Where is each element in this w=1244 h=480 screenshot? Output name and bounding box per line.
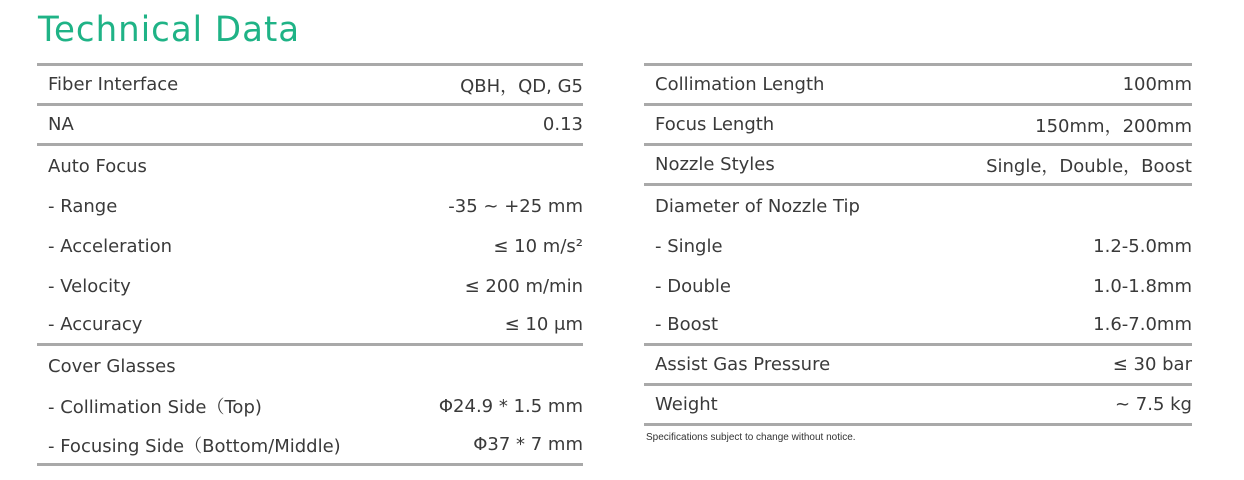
table-row [644, 106, 1192, 146]
row-value: 150mm，200mm [1035, 115, 1192, 137]
row-value: 1.6-7.0mm [1093, 314, 1192, 335]
row-value: ≤ 10 m/s² [493, 235, 583, 257]
row-label: Collimation Length [655, 74, 825, 95]
row-label: Weight [655, 394, 718, 415]
footnote: Specifications subject to change without notice. [646, 432, 856, 443]
row-label: - Focusing Side（Bottom/Middle) [48, 435, 341, 457]
row-value: Single，Double，Boost [986, 155, 1192, 177]
row-label: - Double [655, 275, 731, 297]
row-label: - Boost [655, 314, 719, 335]
row-value: 1.0-1.8mm [1093, 275, 1192, 297]
row-value: ≤ 30 bar [1112, 354, 1192, 375]
row-label: Diameter of Nozzle Tip [655, 195, 860, 217]
row-label: Fiber Interface [48, 74, 179, 95]
table-row [37, 346, 583, 386]
row-label: Cover Glasses [48, 355, 176, 377]
row-label: NA [48, 114, 74, 135]
row-value: 1.2-5.0mm [1093, 235, 1192, 257]
row-label: Nozzle Styles [655, 154, 775, 175]
row-value: 100mm [1122, 74, 1192, 95]
table-row [37, 266, 583, 306]
row-value: QBH，QD, G5 [460, 75, 583, 97]
page-title: Technical Data [38, 9, 301, 51]
table-row [37, 226, 583, 266]
table-row [644, 226, 1192, 266]
table-row [644, 186, 1192, 226]
table-row [644, 386, 1192, 426]
table-row [37, 386, 583, 426]
row-value: -35 ~ +25 mm [448, 195, 583, 217]
table-row [644, 346, 1192, 386]
table-row [644, 146, 1192, 186]
table-row [37, 146, 583, 186]
row-value: ≤ 200 m/min [464, 275, 583, 297]
left-spec-table [37, 63, 583, 466]
table-row [37, 66, 583, 106]
table-row [644, 66, 1192, 106]
row-label: Focus Length [655, 114, 775, 135]
table-row [644, 266, 1192, 306]
table-row [37, 106, 583, 146]
table-row [37, 426, 583, 466]
row-value: Φ37 * 7 mm [473, 434, 583, 455]
row-label: - Velocity [48, 275, 131, 297]
row-label: - Accuracy [48, 314, 143, 335]
table-row [37, 186, 583, 226]
row-label: - Range [48, 195, 118, 217]
table-row [644, 306, 1192, 346]
row-value: 0.13 [542, 114, 583, 135]
row-label: - Single [655, 235, 723, 257]
row-label: Assist Gas Pressure [655, 354, 831, 375]
row-label: - Acceleration [48, 235, 173, 257]
row-value: Φ24.9 * 1.5 mm [438, 395, 583, 417]
row-value: ≤ 10 μm [504, 314, 583, 335]
table-row [37, 306, 583, 346]
row-label: - Collimation Side（Top) [48, 397, 262, 418]
row-value: ~ 7.5 kg [1114, 394, 1192, 415]
right-spec-table [644, 63, 1192, 426]
row-label: Auto Focus [48, 155, 147, 177]
